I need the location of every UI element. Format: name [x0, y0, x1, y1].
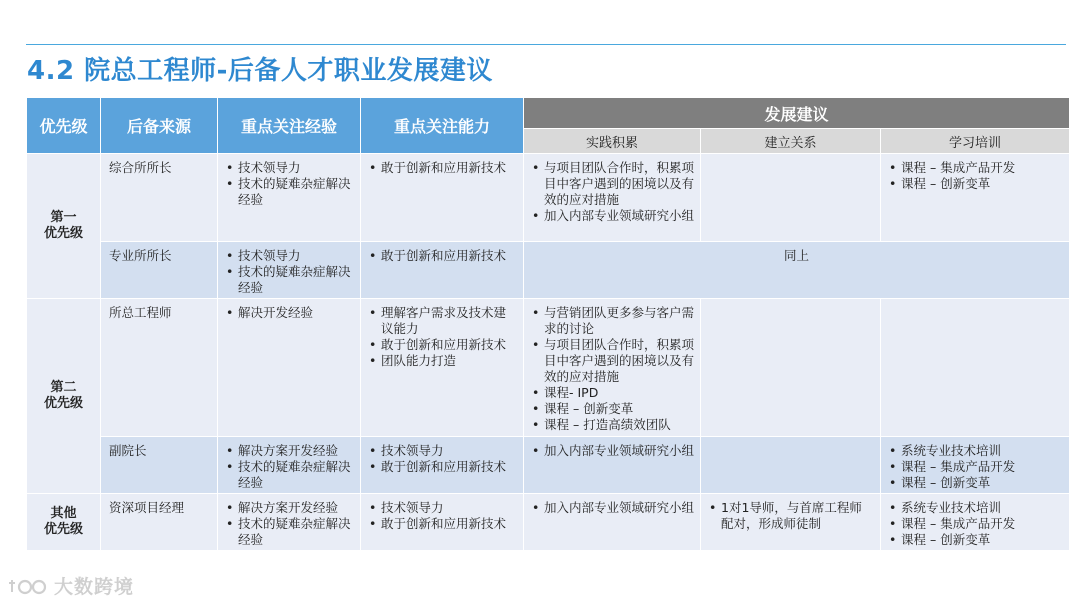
header-practice: 实践积累: [524, 129, 701, 154]
ability-cell: [361, 494, 524, 551]
list-item: • 与项目团队合作时，积累项目中客户遇到的困境以及有效的应对措施: [530, 337, 694, 385]
list-item: • 解决方案开发经验: [224, 500, 354, 516]
source-cell: 资深项目经理: [101, 494, 218, 551]
training-cell: [881, 299, 1070, 437]
experience-cell: [218, 242, 361, 299]
list-item: • 课程 – 打造高绩效团队: [530, 417, 694, 433]
experience-cell: [218, 154, 361, 242]
relations-cell: [701, 494, 881, 551]
list-item: • 系统专业技术培训: [887, 443, 1063, 459]
list-item: • 技术领导力: [367, 443, 517, 459]
priority-cell: 第一 优先级: [27, 154, 101, 299]
header-priority: 优先级: [27, 98, 101, 154]
list-item: • 课程 – 集成产品开发: [887, 160, 1063, 176]
training-cell: [881, 494, 1070, 551]
training-cell: [881, 154, 1070, 242]
bullet-list: [530, 160, 694, 224]
list-item: • 技术领导力: [224, 248, 354, 264]
list-item: • 加入内部专业领域研究小组: [530, 500, 694, 516]
list-item: • 课程 – 创新变革: [887, 475, 1063, 491]
list-item: • 敢于创新和应用新技术: [367, 337, 517, 353]
relations-cell: [701, 154, 881, 242]
list-item: • 技术的疑难杂症解决经验: [224, 459, 354, 491]
bullet-list: [367, 500, 517, 532]
list-item: • 技术的疑难杂症解决经验: [224, 264, 354, 296]
bullet-list: [224, 248, 354, 296]
list-item: • 系统专业技术培训: [887, 500, 1063, 516]
list-item: • 加入内部专业领域研究小组: [530, 208, 694, 224]
ability-cell: [361, 154, 524, 242]
list-item: • 与项目团队合作时，积累项目中客户遇到的困境以及有效的应对措施: [530, 160, 694, 208]
priority-cell: 其他 优先级: [27, 494, 101, 551]
list-item: • 课程 – 创新变革: [530, 401, 694, 417]
list-item: • 技术的疑难杂症解决经验: [224, 176, 354, 208]
bullet-list: [887, 500, 1063, 548]
bullet-list: [224, 500, 354, 548]
list-item: • 加入内部专业领域研究小组: [530, 443, 694, 459]
list-item: • 敢于创新和应用新技术: [367, 248, 517, 264]
list-item: • 课程 – 创新变革: [887, 176, 1063, 192]
bullet-list: [367, 160, 517, 176]
list-item: • 团队能力打造: [367, 353, 517, 369]
practice-cell: [524, 437, 701, 494]
practice-cell: [524, 154, 701, 242]
top-divider: [26, 44, 1066, 45]
bullet-list: [887, 160, 1063, 192]
table-row: [27, 154, 1070, 242]
header-relations: 建立关系: [701, 129, 881, 154]
header-source: 后备来源: [101, 98, 218, 154]
bullet-list: [530, 443, 694, 459]
list-item: • 敢于创新和应用新技术: [367, 516, 517, 532]
source-cell: 专业所所长: [101, 242, 218, 299]
relations-cell: [701, 299, 881, 437]
source-cell: 综合所所长: [101, 154, 218, 242]
bullet-list: [530, 500, 694, 516]
table-row: [27, 494, 1070, 551]
bullet-list: [530, 305, 694, 433]
header-development: 发展建议: [524, 98, 1070, 129]
bullet-list: [367, 305, 517, 369]
bullet-list: [224, 443, 354, 491]
header-experience: 重点关注经验: [218, 98, 361, 154]
source-cell: 所总工程师: [101, 299, 218, 437]
development-table: [26, 97, 1070, 551]
watermark-text: 大数跨境: [54, 576, 135, 598]
source-cell: 副院长: [101, 437, 218, 494]
bullet-list: [224, 160, 354, 208]
list-item: • 敢于创新和应用新技术: [367, 459, 517, 475]
list-item: • 课程 – 集成产品开发: [887, 459, 1063, 475]
list-item: • 敢于创新和应用新技术: [367, 160, 517, 176]
practice-cell: [524, 494, 701, 551]
ability-cell: [361, 242, 524, 299]
list-item: • 技术的疑难杂症解决经验: [224, 516, 354, 548]
bullet-list: [224, 305, 354, 321]
list-item: • 1对1导师，与首席工程师配对，形成师徒制: [707, 500, 874, 532]
list-item: • 课程 – 创新变革: [887, 532, 1063, 548]
logo-icon: [8, 574, 48, 598]
header-training: 学习培训: [881, 129, 1070, 154]
experience-cell: [218, 494, 361, 551]
list-item: • 技术领导力: [224, 160, 354, 176]
list-item: • 与营销团队更多参与客户需求的讨论: [530, 305, 694, 337]
table-row: [27, 437, 1070, 494]
bullet-list: [707, 500, 874, 532]
practice-cell: [524, 299, 701, 437]
ability-cell: [361, 299, 524, 437]
list-item: • 技术领导力: [367, 500, 517, 516]
experience-cell: [218, 437, 361, 494]
relations-cell: [701, 437, 881, 494]
ability-cell: [361, 437, 524, 494]
experience-cell: [218, 299, 361, 437]
header-ability: 重点关注能力: [361, 98, 524, 154]
watermark: [8, 572, 134, 599]
bullet-list: [887, 443, 1063, 491]
page-title: 4.2 院总工程师-后备人才职业发展建议: [27, 56, 493, 86]
training-cell: [881, 437, 1070, 494]
table-row: [27, 242, 1070, 299]
list-item: • 课程- IPD: [530, 385, 694, 401]
list-item: • 课程 – 集成产品开发: [887, 516, 1063, 532]
bullet-list: [367, 248, 517, 264]
list-item: • 理解客户需求及技术建议能力: [367, 305, 517, 337]
table-row: [27, 299, 1070, 437]
priority-cell: 第二 优先级: [27, 299, 101, 494]
list-item: • 解决方案开发经验: [224, 443, 354, 459]
same-as-above-cell: 同上: [524, 242, 1070, 299]
bullet-list: [367, 443, 517, 475]
list-item: • 解决开发经验: [224, 305, 354, 321]
